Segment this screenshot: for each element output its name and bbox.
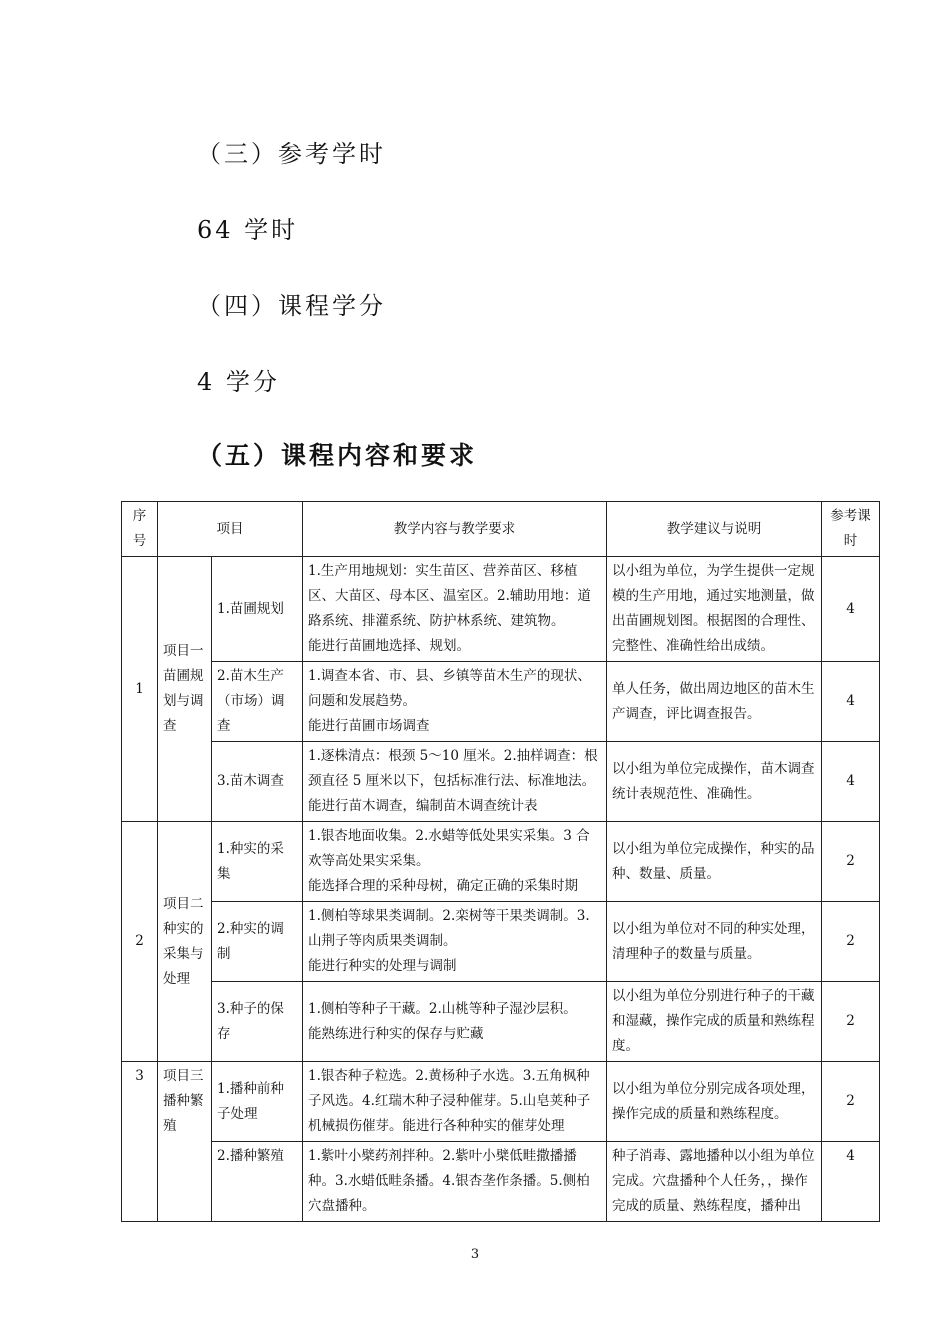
content-line: 1.逐株清点：根颈 5～10 厘米。2.抽样调查：根颈直径 5 厘米以下，包括标准行法、标准地法。 (308, 748, 598, 789)
content-line: 能选择合理的采种母树，确定正确的采集时期 (308, 878, 578, 894)
content-cell (303, 557, 607, 662)
content-cell (303, 902, 607, 982)
content-line: 1.银杏地面收集。2.水蜡等低处果实采集。3 合欢等高处果实采集。 (308, 828, 590, 869)
content-cell (303, 662, 607, 742)
hours-cell: 4 (822, 742, 880, 822)
content-line: 能进行苗木调查，编制苗木调查统计表 (308, 798, 538, 814)
sub-project: 2.种实的调制 (212, 902, 303, 982)
group-no: 1 (122, 557, 158, 822)
hours-cell: 4 (822, 1142, 880, 1222)
suggest-cell: 以小组为单位分别进行种子的干藏和湿藏，操作完成的质量和熟练程度。 (607, 982, 822, 1062)
suggest-cell: 以小组为单位分别完成各项处理，操作完成的质量和熟练程度。 (607, 1062, 822, 1142)
table-row (122, 902, 880, 982)
content-line: 能熟练进行种实的保存与贮藏 (308, 1025, 484, 1042)
hours-cell: 2 (822, 1062, 880, 1142)
heading-reference-hours: （三）参考学时 (197, 140, 386, 168)
suggest-cell: 种子消毒、露地播种以小组为单位完成。穴盘播种个人任务，，操作完成的质量、熟练程度，播种出 (607, 1142, 822, 1222)
content-line: 1.侧柏等种子干藏。2.山桃等种子湿沙层积。 (308, 1000, 577, 1017)
suggest-cell: 以小组为单位完成操作，种实的品种、数量、质量。 (607, 822, 822, 902)
heading-course-content: （五）课程内容和要求 (197, 441, 478, 470)
content-cell (303, 1142, 607, 1222)
sub-project: 1.苗圃规划 (212, 557, 303, 662)
sub-project: 3.种子的保存 (212, 982, 303, 1062)
content-cell (303, 982, 607, 1062)
group-no: 3 (122, 1062, 158, 1222)
hours-cell: 4 (822, 557, 880, 662)
sub-project: 2.播种繁殖 (212, 1142, 303, 1222)
table-row (122, 982, 880, 1062)
hours-value: 64 学时 (197, 216, 299, 244)
content-line: 能进行苗圃市场调查 (308, 718, 430, 734)
course-content-table (121, 501, 880, 1222)
hours-cell: 2 (822, 982, 880, 1062)
hours-cell: 4 (822, 662, 880, 742)
content-cell (303, 742, 607, 822)
suggest-cell: 以小组为单位，为学生提供一定规模的生产用地，通过实地测量，做出苗圃规划图。根据图的合理性、完整性、准确性给出成绩。 (607, 557, 822, 662)
hours-cell: 2 (822, 902, 880, 982)
header-hours: 参考课时 (822, 502, 880, 557)
group-project: 项目三播种繁殖 (158, 1062, 212, 1222)
suggest-cell: 以小组为单位完成操作，苗木调查统计表规范性、准确性。 (607, 742, 822, 822)
table-row (122, 822, 880, 902)
content-line: 1.侧柏等球果类调制。2.栾树等干果类调制。3.山荆子等肉质果类调制。 (308, 908, 590, 949)
sub-project: 1.播种前种子处理 (212, 1062, 303, 1142)
header-content: 教学内容与教学要求 (303, 502, 607, 557)
content-cell (303, 1062, 607, 1142)
table-row (122, 1142, 880, 1222)
group-project: 项目一苗圃规划与调查 (158, 557, 212, 822)
page-number: 3 (470, 1247, 480, 1262)
content-line: 1.生产用地规划：实生苗区、营养苗区、移植区、大苗区、母本区、温室区。2.辅助用地：道路系统、排灌系统、防护林系统、建筑物。 (308, 563, 591, 629)
header-project: 项目 (158, 502, 303, 557)
suggest-cell: 单人任务，做出周边地区的苗木生产调查，评比调查报告。 (607, 662, 822, 742)
heading-course-credits: （四）课程学分 (197, 292, 386, 320)
table-header-row (122, 502, 880, 557)
content-line: 能进行苗圃地选择、规划。 (308, 638, 470, 654)
group-no: 2 (122, 822, 158, 1062)
content-line: 1.调查本省、市、县、乡镇等苗木生产的现状、问题和发展趋势。 (308, 668, 591, 709)
table-row (122, 557, 880, 662)
credits-value: 4 学分 (197, 368, 280, 396)
content-line: 1.紫叶小檗药剂拌种。2.紫叶小檗低畦撒播播种。3.水蜡低畦条播。4.银杏垄作条播。5.侧柏穴盘播种。 (308, 1148, 590, 1214)
table-row (122, 742, 880, 822)
content-cell (303, 822, 607, 902)
group-project: 项目二种实的采集与处理 (158, 822, 212, 1062)
table-row (122, 662, 880, 742)
sub-project: 3.苗木调查 (212, 742, 303, 822)
hours-cell: 2 (822, 822, 880, 902)
content-line: 能进行种实的处理与调制 (308, 958, 457, 974)
table-row (122, 1062, 880, 1142)
header-suggest: 教学建议与说明 (607, 502, 822, 557)
content-line: 1.银杏种子粒选。2.黄杨种子水选。3.五角枫种子风选。4.红瑞木种子浸种催芽。5.山皂荚种子机械损伤催芽。能进行各种种实的催芽处理 (308, 1068, 591, 1134)
suggest-cell: 以小组为单位对不同的种实处理，清理种子的数量与质量。 (607, 902, 822, 982)
sub-project: 2.苗木生产（市场）调查 (212, 662, 303, 742)
header-no: 序号 (122, 502, 158, 557)
sub-project: 1.种实的采集 (212, 822, 303, 902)
